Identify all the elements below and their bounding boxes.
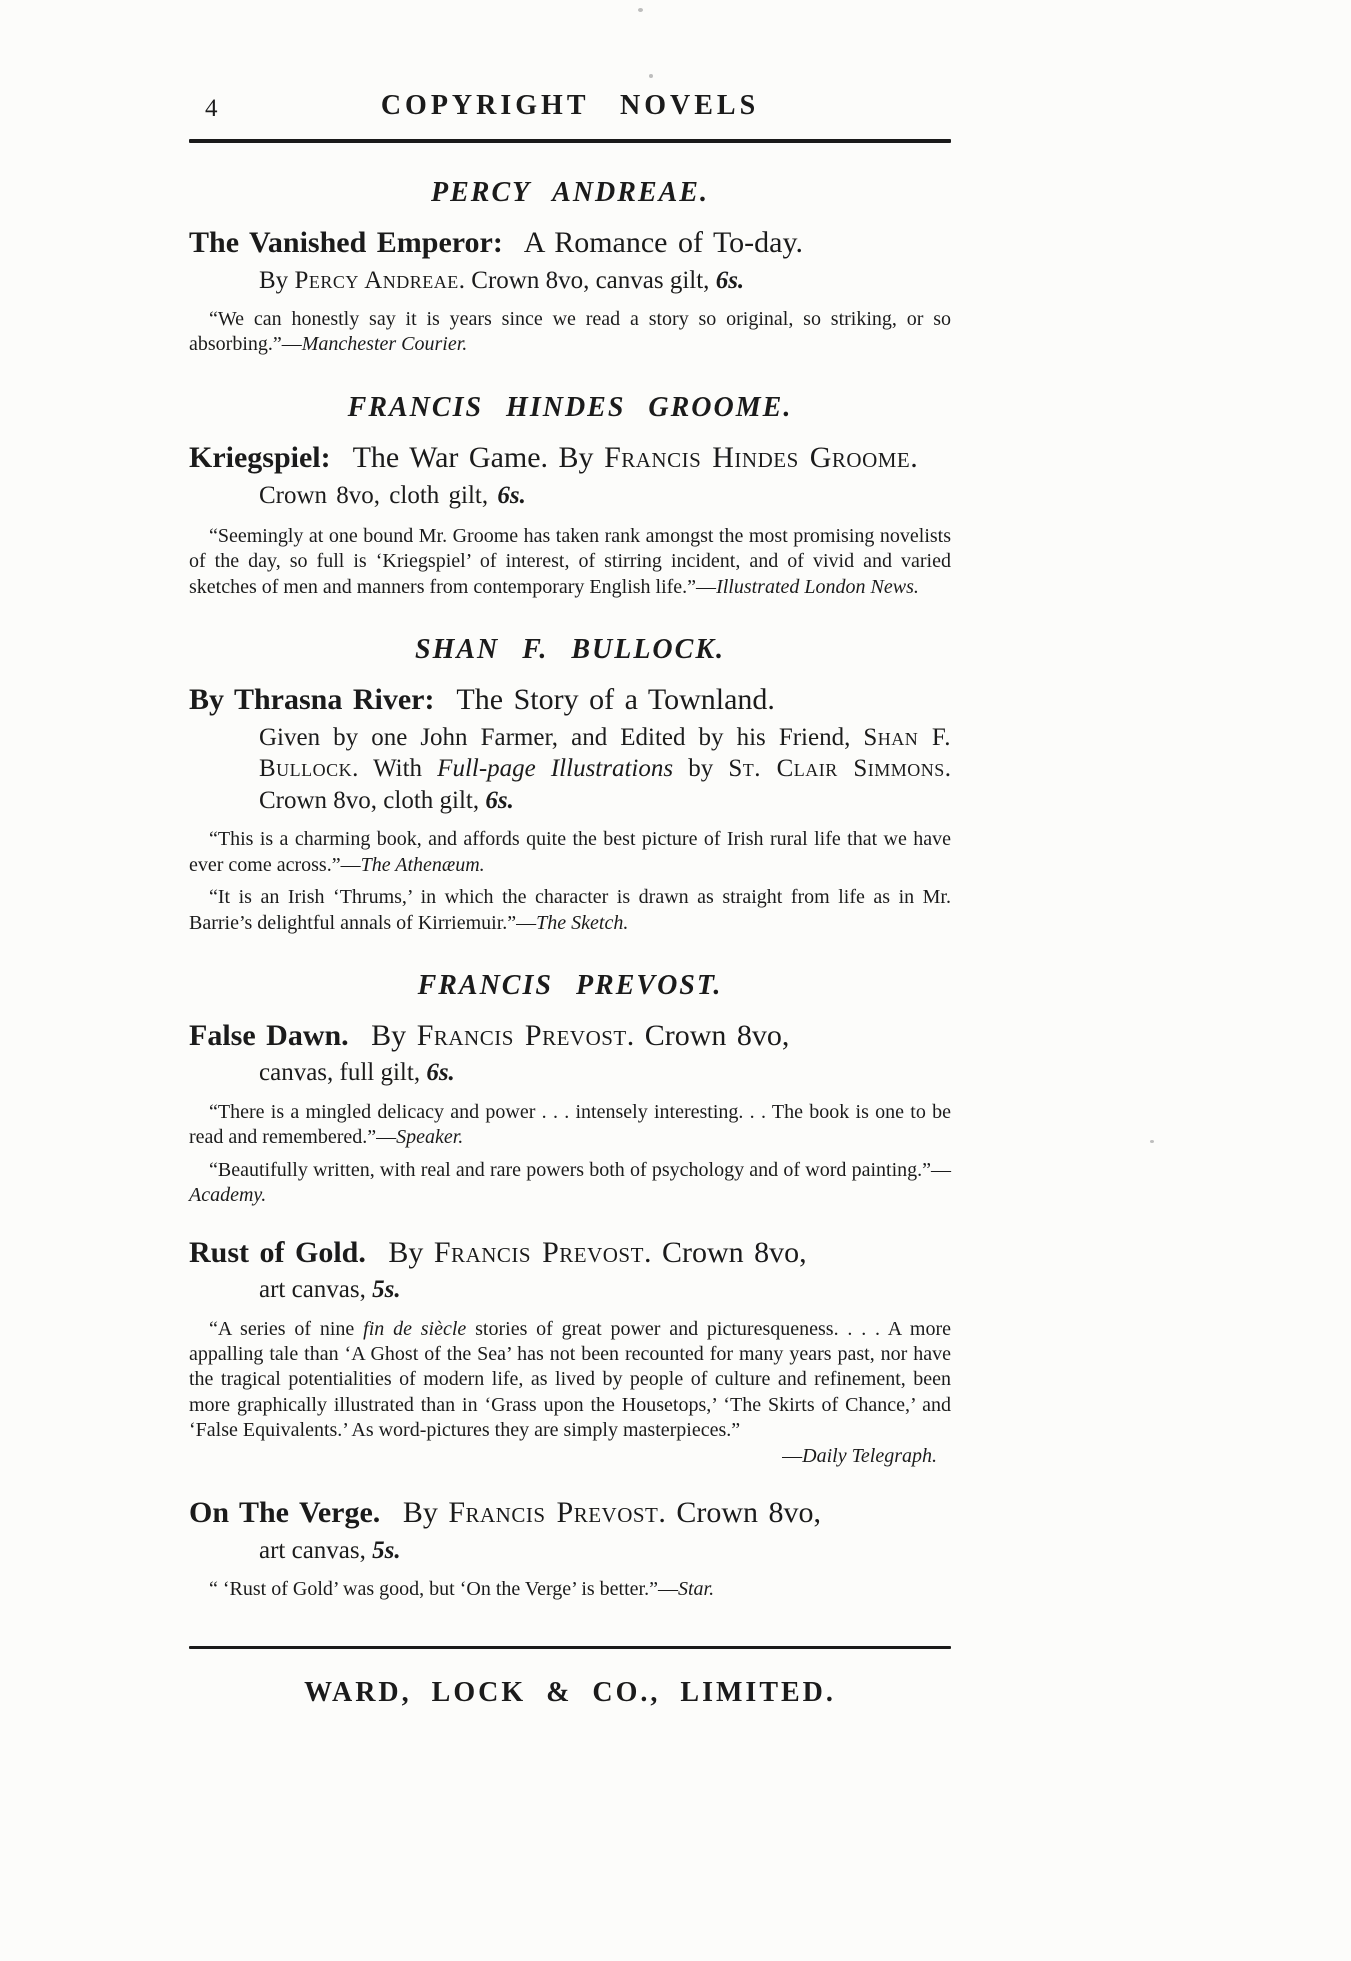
text-segment: 6s.: [715, 266, 745, 294]
text-segment: Crown 8vo, cloth gilt,: [259, 482, 498, 510]
review-quote: [189, 1158, 951, 1209]
book-entry-vanished-emperor: [189, 225, 951, 358]
book-entry-on-the-verge: [189, 1495, 951, 1602]
text-segment: . Crown 8vo, canvas gilt,: [458, 266, 716, 294]
text-segment: The Sketch.: [536, 911, 629, 934]
footer-rule: [189, 1646, 951, 1649]
text-segment: Given by one John Farmer, and Edited by his Friend,: [259, 723, 864, 751]
author-section-francis-hindes-groome: [189, 392, 951, 600]
text-segment: “Beautifully written, with real and rare powers both of psychology and of word painting.”—: [209, 1158, 951, 1181]
review-quote: [189, 827, 951, 878]
review-quote: [189, 1100, 951, 1151]
review-quote: [189, 524, 951, 600]
text-segment: stories of great power and picturesqueness. . . . A more appalling tale than ‘A Ghost of the Sea’ has not been recounted for many years past, nor have the tragical potentialities of modern life, as lived by people of culture and refinement, been more graphically illustrated than in ‘Grass upon the Housetops,’ ‘The Skirts of Chance,’ and ‘False Equivalents.’ As word-pictures they are simply masterpieces.”: [189, 1317, 951, 1442]
text-segment: 6s.: [485, 786, 514, 814]
scan-speck: [1150, 1140, 1154, 1143]
text-segment: By: [360, 1018, 417, 1052]
text-segment: 6s.: [497, 482, 526, 510]
text-segment: . With: [352, 755, 438, 783]
book-byline: [259, 265, 951, 297]
text-segment: The Story of a Townland.: [446, 683, 775, 717]
page-header-title: COPYRIGHT NOVELS: [380, 90, 760, 121]
header-rule: [189, 139, 951, 143]
book-title-line: [189, 1018, 951, 1055]
book-title-line: [189, 440, 951, 513]
text-segment: Illustrated London News.: [716, 575, 919, 598]
text-segment: St. Clair Simmons: [728, 755, 945, 783]
text-segment: False Dawn.: [189, 1018, 349, 1052]
review-quote: [189, 1317, 951, 1444]
quote-attribution: [189, 1444, 951, 1469]
text-segment: fin de siècle: [363, 1317, 467, 1340]
text-segment: Star.: [677, 1578, 715, 1601]
page-number: 4: [205, 95, 218, 122]
text-segment: On The Verge.: [189, 1495, 381, 1529]
text-segment: Francis Prevost: [416, 1018, 627, 1052]
review-quote: [189, 307, 951, 358]
text-segment: Academy.: [189, 1184, 267, 1207]
text-segment: Francis Prevost: [433, 1235, 644, 1269]
author-heading: PERCY ANDREAE.: [431, 177, 709, 208]
text-segment: By: [377, 1235, 434, 1269]
text-segment: 6s.: [426, 1059, 455, 1087]
text-segment: The War Game. By: [342, 440, 605, 474]
text-segment: A Romance of To-day.: [514, 226, 804, 259]
author-section-percy-andreae: [189, 177, 951, 358]
text-segment: Full-page Illustrations: [437, 755, 674, 783]
book-title-line: [189, 682, 951, 719]
text-segment: by: [673, 755, 729, 783]
catalog-page: [189, 90, 951, 1709]
author-section-francis-prevost: [189, 970, 951, 1603]
scan-speck: [638, 8, 643, 12]
text-segment: Shan F. Bullock: [259, 723, 951, 783]
text-segment: “Seemingly at one bound Mr. Groome has taken rank amongst the most promising novelists of the day, so full is ‘Kriegspiel’ of interest, of stirring incident, and of vivid and varied sketches of men and manners from contemporary English life.”—: [189, 525, 951, 598]
text-segment: “There is a mingled delicacy and power . . . intensely interesting. . . The book is one to be read and remembered.”—: [189, 1100, 951, 1149]
text-segment: Percy Andreae: [294, 266, 459, 294]
text-segment: . Crown 8vo, cloth gilt,: [259, 755, 952, 814]
scan-speck: [649, 74, 653, 78]
text-segment: Francis Hindes Groome: [604, 440, 911, 474]
text-segment: Rust of Gold.: [189, 1235, 366, 1269]
author-heading: FRANCIS PREVOST.: [417, 969, 723, 1001]
book-entry-false-dawn: [189, 1018, 951, 1209]
text-segment: —: [782, 1444, 803, 1467]
text-segment: By Thrasna River:: [189, 683, 435, 717]
text-segment: 5s.: [372, 1536, 401, 1564]
text-segment: By: [392, 1495, 449, 1529]
review-quote: [189, 1577, 951, 1602]
book-entry-rust-of-gold: [189, 1235, 951, 1469]
text-segment: Kriegspiel:: [189, 440, 331, 474]
book-byline: [259, 1057, 951, 1089]
text-segment: art canvas,: [259, 1536, 373, 1564]
text-segment: 5s.: [372, 1276, 401, 1304]
text-segment: “A series of nine: [209, 1317, 364, 1340]
text-segment: . Crown 8vo,: [643, 1235, 807, 1269]
review-quote: [189, 885, 951, 936]
book-title-line: [189, 225, 951, 262]
book-title-line: [189, 1495, 951, 1532]
author-section-shan-f-bullock: [189, 634, 951, 936]
text-segment: art canvas,: [259, 1276, 373, 1304]
text-segment: Daily Telegraph.: [802, 1444, 937, 1467]
text-segment: Francis Prevost: [448, 1495, 659, 1529]
book-entry-thrasna-river: [189, 682, 951, 936]
book-entry-kriegspiel: [189, 440, 951, 600]
author-heading: SHAN F. BULLOCK.: [415, 634, 725, 666]
text-segment: . Crown 8vo,: [626, 1018, 790, 1052]
text-segment: “ ‘Rust of Gold’ was good, but ‘On the Verge’ is better.”—: [209, 1578, 678, 1601]
book-byline: [259, 1535, 951, 1567]
text-segment: The Vanished Emperor:: [189, 226, 503, 259]
text-segment: The Athenæum.: [360, 853, 485, 876]
author-heading: FRANCIS HINDES GROOME.: [347, 391, 793, 423]
book-title-line: [189, 1235, 951, 1272]
text-segment: Speaker.: [396, 1126, 464, 1149]
text-segment: “It is an Irish ‘Thrums,’ in which the character is drawn as straight from life as in Mr. Barrie’s delightful annals of Kirriemuir.”—: [189, 886, 951, 934]
book-description: [259, 722, 951, 817]
text-segment: “We can honestly say it is years since we read a story so original, so striking, or so absorbing.”—: [189, 308, 951, 356]
text-segment: canvas, full gilt,: [259, 1059, 427, 1087]
text-segment: “This is a charming book, and affords quite the best picture of Irish rural life that we have ever come across.”—: [189, 828, 951, 876]
text-segment: By: [259, 266, 295, 294]
publisher-footer: WARD, LOCK & CO., LIMITED.: [304, 1677, 836, 1709]
page-header: [189, 90, 951, 130]
book-byline: [259, 1274, 951, 1306]
text-segment: Manchester Courier.: [301, 333, 468, 356]
text-segment: .: [910, 440, 918, 474]
text-segment: . Crown 8vo,: [658, 1495, 822, 1529]
